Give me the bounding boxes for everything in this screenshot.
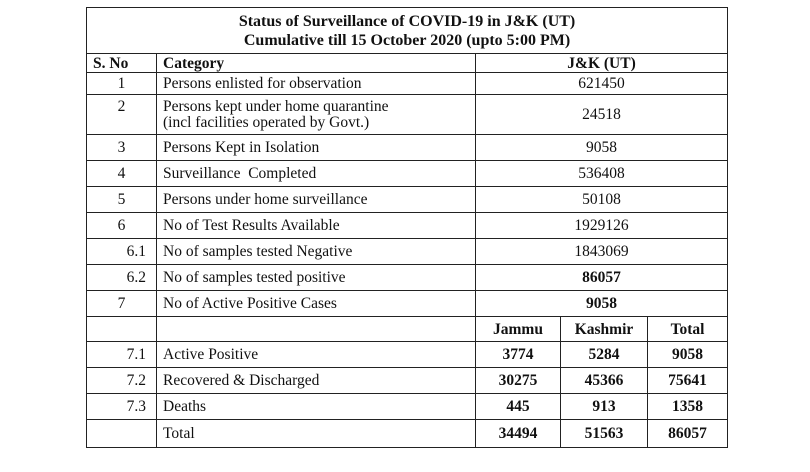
total-row — [87, 420, 728, 448]
row-sno: 7.2 — [87, 368, 157, 394]
row-sno: 6 — [87, 213, 157, 239]
table-row — [87, 135, 728, 161]
subheader-jammu: Jammu — [476, 317, 561, 342]
row-category: Deaths — [157, 394, 476, 420]
cell-kashmir-total: 51563 — [561, 420, 648, 448]
table-row — [87, 342, 728, 368]
table-row — [87, 161, 728, 187]
row-sno: 1 — [87, 73, 157, 95]
row-sno: 2 — [87, 95, 157, 135]
row-category: No of samples tested Negative — [157, 239, 476, 265]
row-value: 1843069 — [476, 239, 728, 265]
surveillance-status-sheet — [86, 7, 727, 448]
cell-kashmir: 45366 — [561, 368, 648, 394]
row-value: 621450 — [476, 73, 728, 95]
sub-header-row — [87, 317, 728, 342]
cell-jammu: 3774 — [476, 342, 561, 368]
row-category: No of Active Positive Cases — [157, 291, 476, 317]
row-category: Persons Kept in Isolation — [157, 135, 476, 161]
header-category: Category — [157, 54, 476, 73]
row-category-line-1: Persons kept under home quarantine — [163, 97, 389, 115]
row-category: No of Test Results Available — [157, 213, 476, 239]
table-row — [87, 73, 728, 95]
cell-kashmir: 5284 — [561, 342, 648, 368]
cell-jammu: 30275 — [476, 368, 561, 394]
cell-jammu-total: 34494 — [476, 420, 561, 448]
row-sno: 7.1 — [87, 342, 157, 368]
row-sno: 6.2 — [87, 265, 157, 291]
row-category: Recovered & Discharged — [157, 368, 476, 394]
row-sno: 7 — [87, 291, 157, 317]
row-category — [157, 95, 476, 135]
header-jk-ut: J&K (UT) — [476, 54, 728, 73]
row-category: Active Positive — [157, 342, 476, 368]
title-line-2: Cumulative till 15 October 2020 (upto 5:00 PM) — [243, 31, 571, 49]
header-sno: S. No — [87, 54, 157, 73]
row-sno: 5 — [87, 187, 157, 213]
row-category: Surveillance Completed — [157, 161, 476, 187]
subheader-total: Total — [648, 317, 728, 342]
table-row — [87, 265, 728, 291]
row-sno: 6.1 — [87, 239, 157, 265]
row-value: 1929126 — [476, 213, 728, 239]
row-sno: 7.3 — [87, 394, 157, 420]
row-sno: 4 — [87, 161, 157, 187]
table-row — [87, 239, 728, 265]
row-value: 86057 — [476, 265, 728, 291]
row-category: Persons under home surveillance — [157, 187, 476, 213]
subheader-kashmir: Kashmir — [561, 317, 648, 342]
row-value: 24518 — [476, 95, 728, 135]
row-category: No of samples tested positive — [157, 265, 476, 291]
row-value: 536408 — [476, 161, 728, 187]
table-row — [87, 187, 728, 213]
table-row — [87, 291, 728, 317]
surveillance-table — [86, 7, 728, 448]
table-title — [87, 8, 728, 54]
cell-total: 1358 — [648, 394, 728, 420]
row-value: 50108 — [476, 187, 728, 213]
cell-kashmir: 913 — [561, 394, 648, 420]
row-value: 9058 — [476, 291, 728, 317]
row-value: 9058 — [476, 135, 728, 161]
total-label: Total — [157, 420, 476, 448]
table-row — [87, 213, 728, 239]
cell-grand-total: 86057 — [648, 420, 728, 448]
table-row — [87, 394, 728, 420]
cell-total: 75641 — [648, 368, 728, 394]
table-row — [87, 95, 728, 135]
row-category: Persons enlisted for observation — [157, 73, 476, 95]
title-line-1: Status of Surveillance of COVID-19 in J&K (UT) — [238, 12, 576, 30]
row-sno: 3 — [87, 135, 157, 161]
table-row — [87, 368, 728, 394]
cell-total: 9058 — [648, 342, 728, 368]
cell-jammu: 445 — [476, 394, 561, 420]
row-category-line-2: (incl facilities operated by Govt.) — [163, 113, 370, 131]
